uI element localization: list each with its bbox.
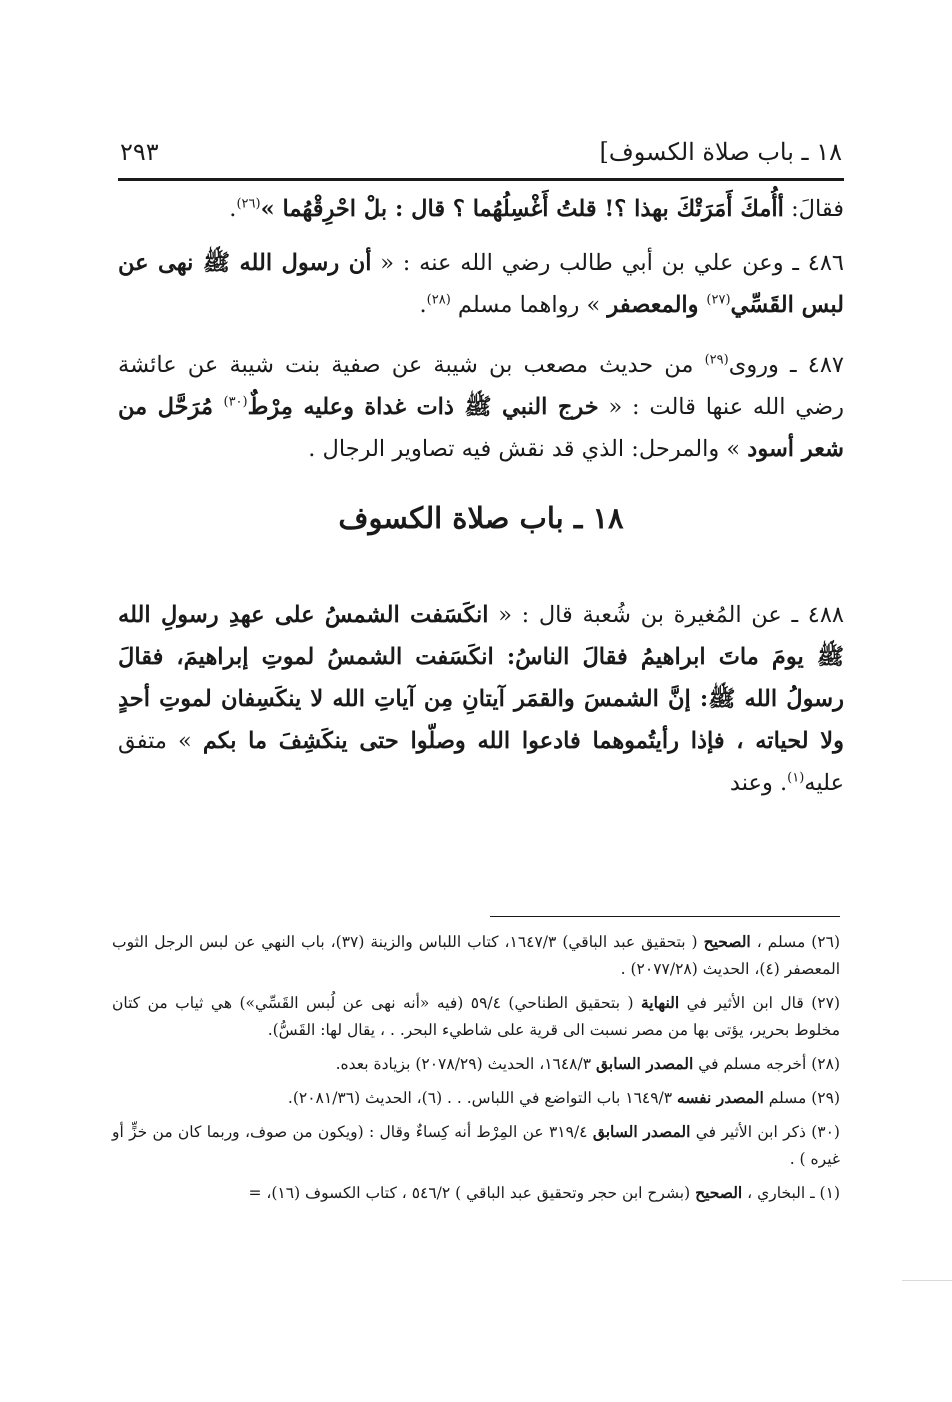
text-run: من حديث مصعب بن شيبة عن صفية بنت شيبة عن عائشة رضي الله عنها قالت : « [118, 352, 845, 420]
footnote-ref: (٢٩) [704, 352, 729, 368]
footnote-source: المصدر السابق [592, 1122, 691, 1141]
footnote-ref: (٣٠) [223, 394, 248, 410]
footnote-ref: (٢٧) [706, 292, 731, 308]
scan-margin-line [902, 1280, 952, 1281]
footnote-text: (١) ـ البخاري ، [742, 1184, 840, 1202]
footnote-29 [112, 1084, 840, 1112]
text-run: ٤٨٧ ـ وروى [728, 352, 844, 378]
footnote-source: الصحيح [695, 1183, 743, 1202]
bold-text: أن رسول الله ﷺ نهى عن لبس القَسِّي [118, 250, 844, 318]
footnote-text: (٣٠) ذكر ابن الأثير في [690, 1123, 840, 1141]
footnotes [112, 928, 840, 1213]
text-run: » متفق عليه [118, 728, 844, 796]
text-run: . [419, 292, 427, 318]
footnote-text: (٢٧) قال ابن الأثير في [679, 994, 841, 1012]
footnote-source: المصدر نفسه [677, 1088, 764, 1107]
footnote-text: ( بتحقيق الطناحي) ٥٩/٤ (فيه «أنه نهى عن لُبس القَسِّي») هي ثياب من كتان مخلوط بحرير، يؤتى بها من مصر نسبت الى قرية على شاطيء البحر. . ، يقال لها: القَسُّ). [112, 994, 840, 1039]
footnote-text: ١٦٤٩/٣ باب التواضع في اللباس. . . (٦)، الحديث (٢٠٨١/٣٦). [287, 1089, 678, 1107]
footnote-1 [112, 1179, 840, 1207]
footnote-rule [490, 916, 840, 917]
bold-text: انكَسَفت الشمسُ على عهدِ رسولِ الله ﷺ يومَ ماتَ ابراهيمُ فقالَ الناسُ: انكَسَفت الشمسُ لموتِ إبراهيمَ، فقالَ رسولُ الله ﷺ: إنَّ الشمسَ والقمَر آيتانِ مِن آياتِ الله لا ينكَسِفان لموتِ أحدٍ ولا لحياته ، فإذا رأيتُموهما فادعوا الله وصلّوا حتى ينكَشِفَ ما بكم [118, 602, 845, 754]
hadith-486 [118, 242, 844, 326]
text-run: » والمرحل: الذي قد نقش فيه تصاوير الرجال . [308, 436, 748, 462]
hadith-487 [118, 344, 844, 470]
footnote-text: ١٦٤٨/٣، الحديث (٢٠٧٨/٢٩) بزيادة بعده. [335, 1055, 596, 1073]
bold-text: والمعصفر [607, 292, 707, 318]
paragraph-1 [118, 188, 844, 230]
text-run: ٤٨٨ ـ عن المُغيرة بن شُعبة قال : « [488, 602, 844, 628]
footnote-text: (٢٨) أخرجه مسلم في [693, 1055, 840, 1073]
bold-text: مُرَحَّل من شعر أسود [118, 394, 844, 462]
footnote-ref: (٢٦) [236, 196, 261, 212]
header-rule [118, 178, 844, 181]
footnote-text: ٣١٩/٤ عن المِرْط أنه كِساءٌ وقال : (ويكون من صوف، وربما كان من خزٍّ أو غيره ) . [112, 1123, 840, 1168]
running-title: ١٨ ـ باب صلاة الكسوف] [599, 138, 842, 166]
chapter-title: ١٨ ـ باب صلاة الكسوف [338, 501, 624, 535]
text-run: » رواهما مسلم [450, 292, 608, 318]
text-run: . [229, 196, 237, 222]
footnote-27 [112, 989, 840, 1044]
footnote-ref: (٢٨) [426, 292, 451, 308]
bold-text: أأُمكَ أَمَرَتْكَ بهذا ؟! قلتُ أَغْسِلُهُما ؟ قال : بلْ احْرِقْهُما » [260, 196, 784, 222]
page-number: ٢٩٣ [120, 138, 159, 166]
page-header [120, 132, 842, 172]
footnote-text: ( بتحقيق عبد الباقي) ١٦٤٧/٣، كتاب اللباس والزينة (٣٧)، باب النهي عن لبس الرجل الثوب المعصفر (٤)، الحديث (٢٠٧٧/٢٨) . [112, 933, 840, 978]
footnote-source: النهاية [640, 993, 680, 1012]
main-text [118, 188, 844, 822]
footnote-ref: (١) [787, 770, 805, 786]
footnote-text: (بشرح ابن حجر وتحقيق عبد الباقي ) ٥٤٦/٢ ، كتاب الكسوف (١٦)، = [248, 1184, 696, 1202]
text-run: فقالَ: [783, 196, 844, 222]
bold-text: خرج النبي ﷺ ذات غداة وعليه مِرْطٌ [247, 394, 599, 420]
footnote-source: المصدر السابق [596, 1054, 694, 1073]
text-run: . وعند [729, 770, 788, 796]
footnote-source: الصحيح [703, 932, 751, 951]
text-run: ٤٨٦ ـ وعن علي بن أبي طالب رضي الله عنه : « [371, 250, 844, 276]
footnote-30 [112, 1118, 840, 1173]
footnote-text: (٢٩) مسلم [763, 1089, 840, 1107]
footnote-text: (٢٦) مسلم ، [750, 933, 840, 951]
footnote-28 [112, 1050, 840, 1078]
hadith-488 [118, 594, 844, 804]
footnote-26 [112, 928, 840, 983]
